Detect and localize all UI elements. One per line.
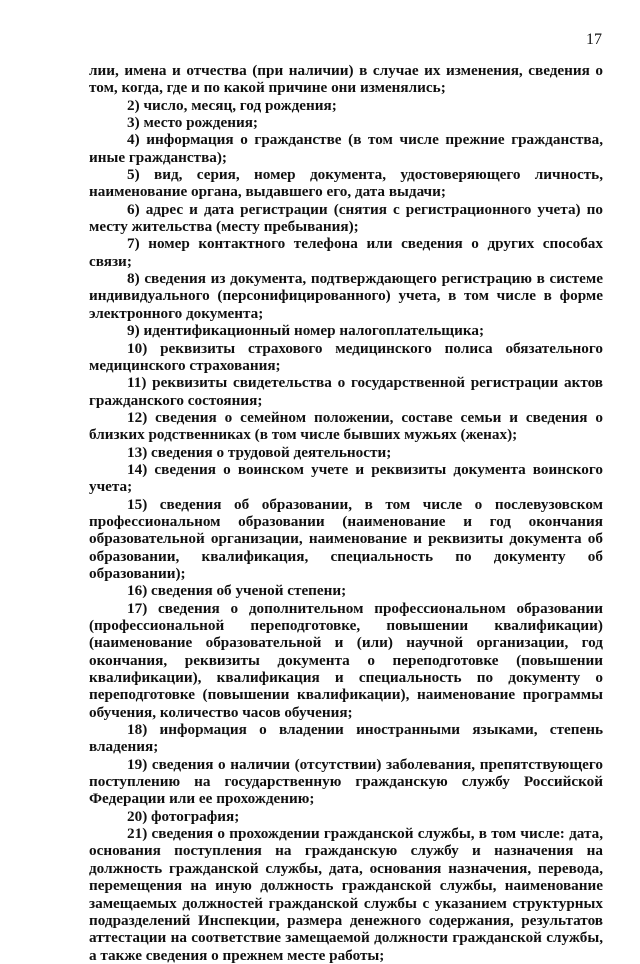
list-item-6: 6) адрес и дата регистрации (снятия с регистрационного учета) по месту жительства (месту пребывания); [89, 200, 603, 236]
list-item-16: 16) сведения об ученой степени; [127, 582, 347, 600]
paragraph-continuation: лии, имена и отчества (при наличии) в случае их изменения, сведения о том, когда, где и по какой причине они изменялись; [89, 62, 603, 97]
list-item-19: 19) сведения о наличии (отсутствии) заболевания, препятствующего поступлению на государственную гражданскую службу Российской Федерации или ее прохождению; [89, 755, 603, 808]
list-item-2: 2) число, месяц, год рождения; [127, 96, 337, 114]
list-item-3: 3) место рождения; [127, 114, 258, 132]
list-item-15: 15) сведения об образовании, в том числе о послевузовском профессиональном образовании (наименование и год окончания образовательной организации, наименование и реквизиты документа об образовании, квалификация, специальность по документу об образовании); [89, 495, 603, 582]
list-item-5: 5) вид, серия, номер документа, удостоверяющего личность, наименование органа, выдавшего его, дата выдачи; [89, 166, 603, 201]
list-item-8: 8) сведения из документа, подтверждающего регистрацию в системе индивидуального (персонифицированного) учета, в том числе в форме электронного документа; [89, 270, 603, 322]
list-item-10: 10) реквизиты страхового медицинского полиса обязательного медицинского страхования; [89, 339, 603, 374]
list-item-17: 17) сведения о дополнительном профессиональном образовании (профессиональной переподготовке, повышении квалификации) (наименование образовательной и (или) научной организации, год окончания, реквизиты документа о переподготовке (повышении квалификации), квалификация и специальность по документу о переподготовке (повышении квалификации), наименование программы обучения, количество часов обучения; [89, 599, 603, 721]
list-item-7: 7) номер контактного телефона или сведения о других способах связи; [89, 235, 603, 270]
list-item-11: 11) реквизиты свидетельства о государственной регистрации актов гражданского состояния; [89, 374, 603, 409]
list-item-4: 4) информация о гражданстве (в том числе прежние гражданства, иные гражданства); [89, 131, 603, 166]
page-number: 17 [586, 31, 602, 48]
list-item-12: 12) сведения о семейном положении, составе семьи и сведения о близких родственниках (в том числе бывших мужьях (женах); [89, 408, 603, 444]
list-item-21: 21) сведения о прохождении гражданской службы, в том числе: дата, основания поступления на гражданскую службу и назначения на должность гражданской службы, дата, основания назначения, перевода, перемещения на иную должность гражданской службы, наименование замещаемых должностей гражданской службы с указанием структурных подразделений Инспекции, размера денежного содержания, результатов аттестации на соответствие замещаемой должности гражданской службы, а также сведения о прежнем месте работы; [89, 825, 603, 964]
list-item-9: 9) идентификационный номер налогоплательщика; [127, 322, 485, 340]
list-item-18: 18) информация о владении иностранными языками, степень владения; [89, 721, 603, 756]
list-item-20: 20) фотография; [127, 807, 240, 825]
document-body [89, 62, 603, 964]
list-item-13: 13) сведения о трудовой деятельности; [127, 443, 392, 461]
list-item-14: 14) сведения о воинском учете и реквизиты документа воинского учета; [89, 460, 603, 496]
